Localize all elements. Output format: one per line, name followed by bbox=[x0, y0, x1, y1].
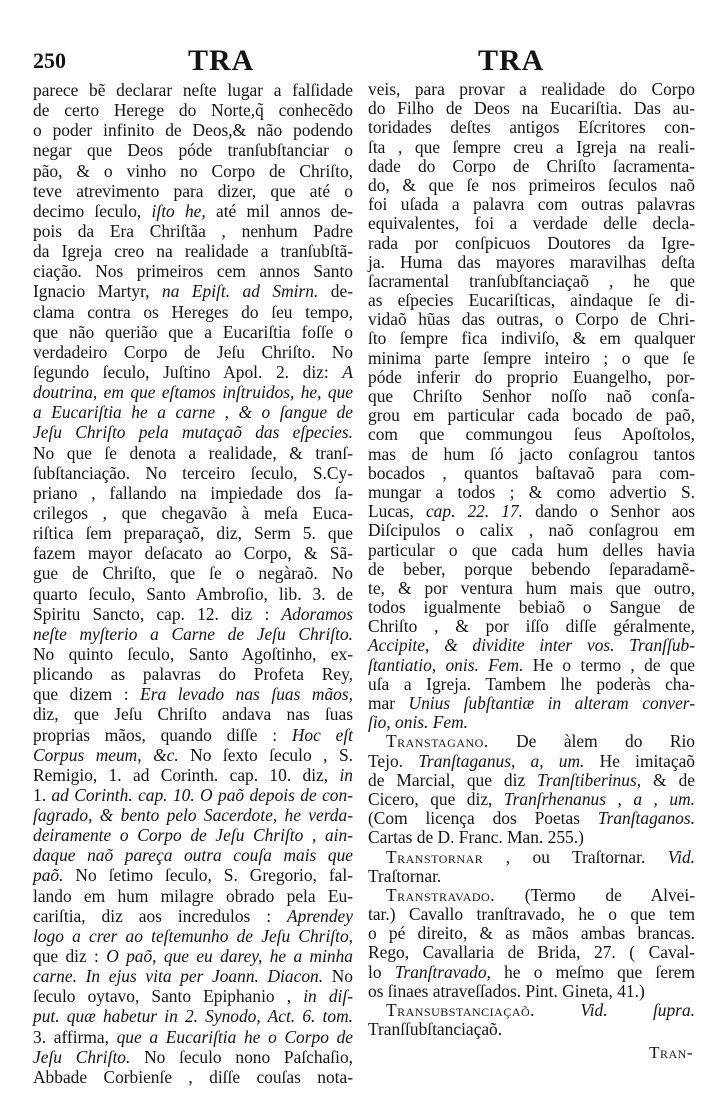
text-line bbox=[33, 402, 353, 422]
text-line bbox=[368, 502, 695, 521]
running-head-left: TRA bbox=[188, 44, 255, 77]
text-line bbox=[368, 636, 695, 655]
text-line bbox=[33, 1047, 353, 1067]
text-line: negar que Deos póde tranſubſtanciar o bbox=[33, 140, 353, 161]
text-run: Tejo. bbox=[368, 750, 419, 771]
text-line: riſtica ſem preparaçaõ, diz, Serm 5. que bbox=[33, 523, 353, 544]
italic-run: Corpus meum, &c. bbox=[33, 744, 179, 765]
text-line: priano , fallando na impiedade dos ſa- bbox=[33, 482, 353, 503]
italic-run: Tranſtaganus, a, um. bbox=[418, 750, 585, 771]
italic-run: iſto he, bbox=[151, 200, 206, 221]
text-line bbox=[368, 790, 695, 809]
text-run: (Com licença dos Poetas bbox=[368, 808, 598, 829]
italic-run: Aprendey bbox=[287, 905, 353, 926]
italic-run: Vid. bbox=[667, 846, 695, 867]
text-line: que Chriſto Senhor noſſo naõ conſa- bbox=[368, 386, 695, 406]
text-line: Rego, Cavallaria de Brida, 27. ( Caval- bbox=[368, 942, 695, 963]
text-line: teve atrevimento para dizer, que até o bbox=[33, 180, 353, 201]
text-line bbox=[368, 656, 695, 675]
text-run: (Termo de Alvei- bbox=[495, 884, 695, 905]
text-line: do Filho de Deos na Eucariſtia. Das au- bbox=[368, 98, 695, 119]
italic-run: in diſ- bbox=[303, 986, 353, 1007]
text-line bbox=[33, 845, 353, 865]
text-line: foi uſada a palavra com outras palavras bbox=[368, 194, 695, 215]
text-run: , ou Traſtornar. bbox=[483, 846, 668, 867]
text-line bbox=[33, 906, 353, 926]
text-line bbox=[368, 886, 695, 905]
text-line: ſta , que ſempre creu a Igreja na reali- bbox=[368, 136, 695, 157]
italic-run: daque naõ pareça outra couſa mais que bbox=[33, 845, 353, 866]
text-line: pão, & o vinho no Corpo de Chriſto, bbox=[33, 160, 353, 181]
text-line: o pé direito, & as mãos ambas brancas. bbox=[368, 923, 695, 944]
entry-headword: Transtagano. bbox=[386, 731, 489, 752]
running-head-right: TRA bbox=[478, 44, 545, 77]
text-line: parece bẽ declarar neſte lugar a falſidade bbox=[33, 80, 353, 100]
text-line bbox=[368, 809, 695, 828]
text-run: de- bbox=[318, 281, 353, 302]
text-run: No ſexto ſeculo , S. bbox=[178, 744, 353, 765]
text-line: ciação. Nos primeiros cem annos Santo bbox=[33, 261, 353, 282]
text-line bbox=[33, 765, 353, 785]
text-line: Chriſto , & por iſſo diſſe géralmente, bbox=[368, 616, 695, 637]
text-run: que dizem : bbox=[33, 684, 141, 705]
text-line: mungar a todos ; & como advertio S. bbox=[368, 481, 695, 502]
text-line: verdadeiro Corpo de Jeſu Chriſto. No bbox=[33, 341, 353, 362]
text-line: Abbade Corbienſe , diſſe couſas nota- bbox=[33, 1066, 353, 1087]
italic-run: ſagrado, & bento pelo Sacerdote, he verda- bbox=[33, 805, 353, 826]
text-run: Traſtornar. bbox=[368, 865, 442, 886]
text-line bbox=[33, 946, 353, 966]
italic-run: Tranſtaganos. bbox=[597, 808, 695, 829]
entry-headword: Transubstanciaçaõ. bbox=[386, 1000, 536, 1020]
text-run: ſegundo ſeculo, Juſtino Apol. 2. diz: bbox=[33, 361, 343, 382]
italic-run: ſio, onis. Fem. bbox=[368, 712, 468, 733]
text-line: quarto ſeculo, Santo Ambroſio, lib. 3. de bbox=[33, 583, 353, 604]
italic-run: Jeſu Chriſto. bbox=[33, 1046, 131, 1067]
text-run: até mil annos de- bbox=[205, 200, 353, 221]
text-run: 3. affirma, bbox=[33, 1026, 117, 1047]
text-line bbox=[368, 771, 695, 790]
text-line: equivalentes, foi a verdade delle decla- bbox=[368, 213, 695, 234]
text-run: lo bbox=[368, 961, 395, 982]
italic-run: O paõ, que eu darey, he a minha bbox=[106, 946, 354, 967]
text-line bbox=[33, 785, 353, 805]
italic-run: Tranſtravado, bbox=[394, 961, 491, 982]
text-line: póde inferir do proprio Euangelho, por- bbox=[368, 366, 695, 387]
text-run: Lucas, bbox=[368, 501, 426, 522]
text-run: He o termo , de que bbox=[523, 654, 696, 675]
text-line: particular o que cada hum delles havia bbox=[368, 539, 695, 560]
italic-run: cap. 22. 17. bbox=[425, 501, 524, 522]
text-line bbox=[33, 825, 353, 845]
text-line: mas de hum ſó jacto conſagrou tantos bbox=[368, 443, 695, 464]
italic-run: Tranſtiberinus, bbox=[537, 769, 642, 790]
entry-headword: Transtravado. bbox=[386, 884, 496, 905]
text-line bbox=[33, 986, 353, 1006]
italic-run: ad Corinth. cap. 10. O paõ depois de con- bbox=[51, 784, 353, 805]
text-line: do, & que ſe nos primeiros ſeculos naõ bbox=[368, 174, 695, 195]
text-line: toridades deſtes antigos Eſcritores con- bbox=[368, 117, 695, 138]
italic-run: logo a crer ao teſtemunho de Jeſu Chriſto, bbox=[33, 925, 353, 946]
italic-run: na Epiſt. ad Smirn. bbox=[162, 281, 319, 302]
text-line: uſa a Igreja. Tambem lhe poderàs cha- bbox=[368, 673, 695, 694]
italic-run: in bbox=[339, 764, 353, 785]
italic-run: Unius ſubſtantiæ in alteram conver- bbox=[408, 693, 695, 713]
text-line: Diſcipulos o calix , naõ conſagrou em bbox=[368, 520, 695, 541]
text-line: lando em hum milagre obrado pela Eu- bbox=[33, 885, 353, 906]
text-run: He imitaçaõ bbox=[584, 750, 695, 771]
text-line: as eſpecies Eucariſticas, aindaque ſe di- bbox=[368, 290, 695, 311]
text-line: No que ſe denota a realidade, & tranſ- bbox=[33, 442, 353, 463]
text-line: dade do Corpo de Chriſto ſacramenta- bbox=[368, 155, 695, 176]
left-column bbox=[33, 80, 353, 1087]
text-line bbox=[33, 966, 353, 986]
text-run: Remigio, 1. ad Corinth. cap. 10. diz, bbox=[33, 764, 340, 785]
text-run: Cartas de D. Franc. Man. 255.) bbox=[368, 827, 584, 848]
text-line bbox=[368, 713, 695, 732]
text-line: rada por conſpicuos Doutores da Igre- bbox=[368, 232, 695, 253]
text-line: vidaõ hũas das outras, o Corpo de Chri- bbox=[368, 309, 695, 330]
text-line bbox=[368, 1020, 695, 1039]
text-run: mar bbox=[368, 693, 409, 713]
text-line: clama contra os Hereges do ſeu tempo, bbox=[33, 301, 353, 322]
italic-run: deiramente o Corpo de Jeſu Chriſto , ain- bbox=[33, 825, 353, 846]
text-line: com que commungou ſeus Apoſtolos, bbox=[368, 424, 695, 445]
text-line bbox=[33, 745, 353, 765]
text-run: dando o Senhor aos bbox=[523, 501, 695, 522]
text-run: he o meſmo que ſerem bbox=[490, 961, 695, 982]
text-line: bocados , quantos baſtavaõ para com- bbox=[368, 462, 695, 483]
text-line: diz, que Jeſu Chriſto andava nas ſuas bbox=[33, 704, 353, 725]
right-column bbox=[368, 80, 695, 1039]
text-run: cariſtia, diz aos incredulos : bbox=[33, 905, 287, 926]
text-run: De àlem do Rio bbox=[488, 731, 695, 752]
text-line: de beber, porque bebendo ſeparadamẽ- bbox=[368, 558, 695, 579]
italic-run: doutrina, em que eſtamos inſtruidos, he, que bbox=[33, 382, 353, 403]
text-run: 1. bbox=[33, 784, 52, 805]
text-run: Tranſſubſtanciaçaõ. bbox=[368, 1019, 503, 1040]
text-line: o poder infinito de Deos,& não podendo bbox=[33, 120, 353, 141]
text-line: minima parte ſempre inteiro ; o que ſe bbox=[368, 347, 695, 368]
text-line: No quinto ſeculo, Santo Agoſtinho, ex- bbox=[33, 643, 353, 664]
text-line: que não querião que a Eucariſtia foſſe o bbox=[33, 321, 353, 342]
text-run: & de bbox=[641, 769, 695, 790]
italic-run: carne. In ejus vita per Joann. Diacon. bbox=[33, 966, 324, 987]
text-line bbox=[33, 684, 353, 704]
text-line: veis, para provar a realidade do Corpo bbox=[368, 79, 695, 99]
italic-run: A bbox=[342, 361, 353, 382]
text-line: fazem mayor deſacato ao Corpo, & Sã- bbox=[33, 543, 353, 564]
text-run: decimo ſeculo, bbox=[33, 200, 152, 221]
italic-run: ſtantiatio, onis. Fem. bbox=[368, 654, 524, 675]
entry-headword: Transtornar bbox=[386, 846, 484, 867]
italic-run: que a Eucariſtia he o Corpo de bbox=[116, 1026, 353, 1047]
text-line: de certo Herege do Norte,q̃ conhecẽdo bbox=[33, 100, 353, 121]
text-line: ſubſtanciação. No terceiro ſeculo, S.Cy- bbox=[33, 462, 353, 483]
text-line bbox=[368, 732, 695, 751]
text-line bbox=[368, 867, 695, 886]
text-line: todos igualmente bebiaõ o Sangue de bbox=[368, 597, 695, 618]
italic-run: Hoc eſt bbox=[291, 724, 354, 745]
text-line bbox=[33, 865, 353, 885]
text-line bbox=[33, 422, 353, 442]
text-line: ſacramental tranſubſtanciaçaõ , he que bbox=[368, 270, 695, 291]
text-line bbox=[33, 201, 353, 221]
text-line: plicando as palavras do Profeta Rey, bbox=[33, 664, 353, 685]
text-line: ſto ſempre fica indiviſo, & em qualquer bbox=[368, 328, 695, 349]
text-line bbox=[368, 752, 695, 771]
text-run: proprias mãos, quando diſſe : bbox=[33, 724, 292, 745]
italic-run: Tranſrhenanus , a , um. bbox=[503, 788, 695, 809]
text-line: da Igreja creo na realidade a tranſubſtã- bbox=[33, 241, 353, 262]
text-line bbox=[33, 624, 353, 644]
text-line bbox=[33, 1027, 353, 1047]
text-line: tar.) Cavallo tranſtravado, he o que tem bbox=[368, 904, 695, 925]
catchword: Tran- bbox=[649, 1043, 693, 1062]
italic-run: Jeſu Chriſto pela mutaçaõ das eſpecies. bbox=[33, 422, 353, 443]
text-run: No ſetimo ſeculo, S. Gregorio, fal- bbox=[63, 865, 353, 886]
text-run: Cicero, que diz, bbox=[368, 788, 504, 809]
text-line bbox=[368, 963, 695, 982]
text-line: crilegos , que chegavão à meſa Euca- bbox=[33, 502, 353, 523]
text-line bbox=[33, 604, 353, 624]
text-line: gue de Chriſto, que ſe o negàraõ. No bbox=[33, 563, 353, 584]
text-line bbox=[368, 982, 695, 1001]
text-line bbox=[368, 828, 695, 847]
text-run: No ſeculo nono Paſchaſio, bbox=[130, 1046, 353, 1067]
text-run: os ſinaes atraveſſados. Pint. Gineta, 41.) bbox=[368, 980, 645, 1001]
text-line bbox=[368, 1001, 695, 1020]
italic-run: Adoramos bbox=[281, 603, 353, 624]
text-line bbox=[33, 926, 353, 946]
text-line bbox=[33, 1006, 353, 1026]
text-line: te, & por ventura hum mais que outro, bbox=[368, 577, 695, 598]
page-number: 250 bbox=[33, 48, 66, 73]
text-run: Ignacio Martyr, bbox=[33, 281, 163, 302]
italic-run: Vid. ſupra. bbox=[580, 1000, 695, 1020]
text-line bbox=[33, 382, 353, 402]
text-line bbox=[33, 362, 353, 382]
text-line: pois da Era Chriſtãa , nenhum Padre bbox=[33, 220, 353, 241]
text-run: que diz : bbox=[33, 946, 107, 967]
text-line bbox=[33, 725, 353, 745]
text-run: No bbox=[323, 966, 353, 987]
italic-run: Era levado nas ſuas mãos, bbox=[140, 684, 353, 705]
text-line bbox=[33, 805, 353, 825]
text-line: ja. Huma das mayores maravilhas deſta bbox=[368, 251, 695, 272]
text-run bbox=[535, 1000, 580, 1020]
italic-run: paõ. bbox=[33, 865, 64, 886]
text-line bbox=[368, 694, 695, 713]
text-line bbox=[368, 848, 695, 867]
italic-run: put. quæ habetur in 2. Synodo, Act. 6. tom. bbox=[33, 1006, 353, 1027]
italic-run: neſte myſterio a Carne de Jeſu Chriſto. bbox=[33, 623, 353, 644]
text-line: grou em particular cada bocado de paõ, bbox=[368, 405, 695, 426]
italic-run: a Eucariſtia he a carne , & o ſangue de bbox=[33, 402, 353, 423]
italic-run: Accipite, & dividite inter vos. Tranſſub- bbox=[368, 635, 695, 656]
text-run: Spiritu Sancto, cap. 12. diz : bbox=[33, 603, 282, 624]
text-line bbox=[33, 281, 353, 301]
text-run: ſeculo oytavo, Santo Epiphanio , bbox=[33, 986, 304, 1007]
text-run: de Marcial, que diz bbox=[368, 769, 538, 790]
